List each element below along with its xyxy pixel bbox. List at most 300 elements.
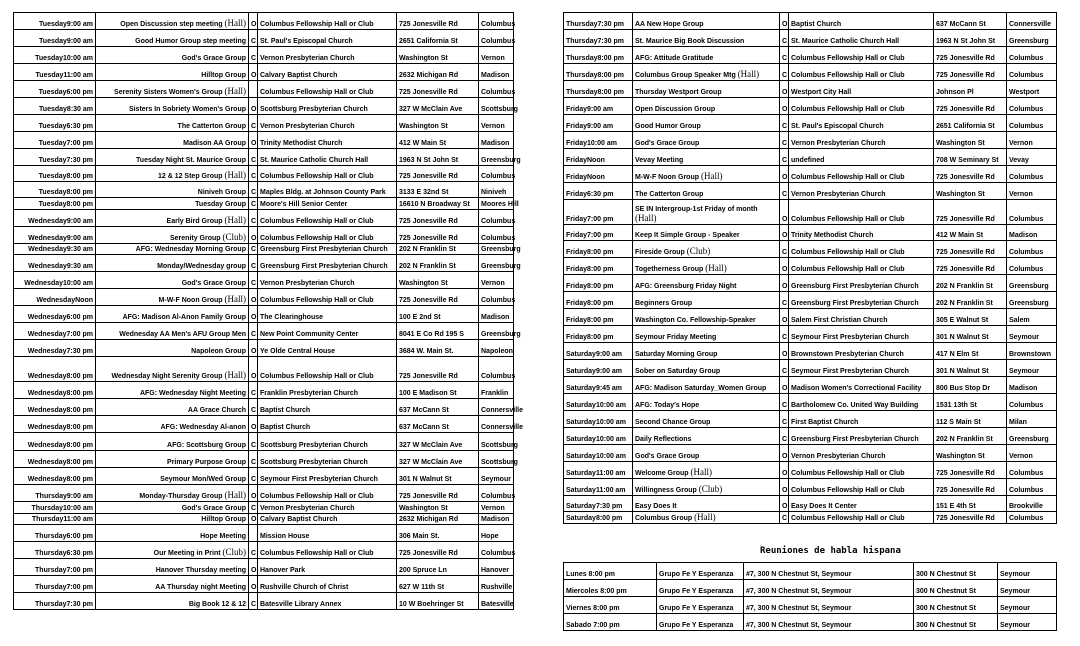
table-row <box>564 360 1057 377</box>
day-time-cell: Wednesday9:30 am <box>14 255 96 272</box>
location-cell: Baptist Church <box>258 416 397 433</box>
open-closed-cell: C <box>780 132 789 149</box>
day-time-cell: Wednesday8:00 pm <box>14 382 96 399</box>
day-time-cell: Tuesday8:00 pm <box>14 198 96 210</box>
city-cell: Columbus <box>1007 166 1057 183</box>
group-name-cell: AFG: Scottsburg Group <box>96 433 249 451</box>
open-closed-cell: C <box>249 593 258 610</box>
group-name-cell: Niniveh Group <box>96 182 249 198</box>
location-cell: Ye Olde Central House <box>258 340 397 357</box>
city-cell: Rushville <box>479 576 514 593</box>
group-name-cell: The Catterton Group <box>96 115 249 132</box>
table-row <box>14 451 514 468</box>
table-row <box>564 597 1057 614</box>
address-cell: 327 W McClain Ave <box>397 98 479 115</box>
day-time-cell: Thursday7:30 pm <box>14 593 96 610</box>
lugar-cell: #7, 300 N Chestnut St, Seymour <box>744 614 914 631</box>
group-name-cell: God's Grace Group <box>96 272 249 289</box>
table-row <box>564 292 1057 309</box>
table-row <box>14 182 514 198</box>
address-cell: 725 Jonesville Rd <box>397 289 479 306</box>
city-cell: Columbus <box>1007 200 1057 225</box>
table-row <box>14 416 514 433</box>
lugar-cell: #7, 300 N Chestnut St, Seymour <box>744 597 914 614</box>
address-cell: 3133 E 32nd St <box>397 182 479 198</box>
day-time-cell: Tuesday6:00 pm <box>14 81 96 98</box>
address-cell: 8041 E Co Rd 195 S <box>397 323 479 340</box>
city-cell: Greensburg <box>1007 428 1057 445</box>
group-name-cell: Togetherness Group (Hall) <box>633 258 780 275</box>
location-cell: undefined <box>789 149 934 166</box>
group-name-cell: AFG: Today's Hope <box>633 394 780 411</box>
day-time-cell: Friday8:00 pm <box>564 258 633 275</box>
city-cell: Columbus <box>1007 479 1057 496</box>
day-time-cell: Saturday7:30 pm <box>564 496 633 512</box>
address-cell: 725 Jonesville Rd <box>397 357 479 382</box>
group-name-cell: Sisters In Sobriety Women's Group <box>96 98 249 115</box>
open-closed-cell: O <box>780 479 789 496</box>
group-name-cell: AFG: Madison Saturday_Women Group <box>633 377 780 394</box>
location-cell: Baptist Church <box>258 399 397 416</box>
day-time-cell: Friday7:00 pm <box>564 200 633 225</box>
city-cell: Scottsburg <box>479 451 514 468</box>
group-name-cell: Madison AA Group <box>96 132 249 149</box>
location-cell: Westport City Hall <box>789 81 934 98</box>
location-cell: Hanover Park <box>258 559 397 576</box>
address-cell: 16610 N Broadway St <box>397 198 479 210</box>
day-time-cell: Saturday10:00 am <box>564 394 633 411</box>
location-cell: Vernon Presbyterian Church <box>258 47 397 64</box>
table-row <box>564 47 1057 64</box>
group-name-cell: Vevay Meeting <box>633 149 780 166</box>
ciudad-cell: Seymour <box>998 563 1057 580</box>
address-cell: Washington St <box>934 132 1007 149</box>
group-name-cell: Thursday Westport Group <box>633 81 780 98</box>
left-meeting-table <box>13 12 524 610</box>
location-cell: Seymour First Presbyterian Church <box>789 360 934 377</box>
city-cell: Connersville <box>479 399 514 416</box>
city-cell: Greensburg <box>479 149 514 166</box>
location-cell: Columbus Fellowship Hall or Club <box>258 13 397 30</box>
location-cell: Greensburg First Presbyterian Church <box>258 255 397 272</box>
address-cell: 725 Jonesville Rd <box>397 210 479 227</box>
day-time-cell: Thursday9:00 am <box>14 485 96 502</box>
address-cell: 412 W Main St <box>934 225 1007 241</box>
location-cell: Scottsburg Presbyterian Church <box>258 98 397 115</box>
table-row <box>14 514 514 525</box>
city-cell: Columbus <box>1007 512 1057 524</box>
day-time-cell: Friday7:00 pm <box>564 225 633 241</box>
dia-hora-cell: Sabado 7:00 pm <box>564 614 657 631</box>
open-closed-cell: O <box>780 343 789 360</box>
day-time-cell: Wednesday8:00 pm <box>14 433 96 451</box>
address-cell: 202 N Franklin St <box>934 428 1007 445</box>
location-cell: Columbus Fellowship Hall or Club <box>789 512 934 524</box>
open-closed-cell: O <box>249 306 258 323</box>
open-closed-cell: O <box>249 340 258 357</box>
address-cell: Johnson Pl <box>934 81 1007 98</box>
day-time-cell: Saturday10:00 am <box>564 428 633 445</box>
address-cell: 725 Jonesville Rd <box>397 13 479 30</box>
table-row <box>564 326 1057 343</box>
city-cell: Greensburg <box>479 255 514 272</box>
day-time-cell: Saturday10:00 am <box>564 445 633 462</box>
city-cell: Vernon <box>1007 445 1057 462</box>
group-name-cell: AA Grace Church <box>96 399 249 416</box>
table-row <box>564 81 1057 98</box>
day-time-cell: Friday9:00 am <box>564 115 633 132</box>
location-cell: Mission House <box>258 525 397 542</box>
table-row <box>14 559 514 576</box>
address-cell: 725 Jonesville Rd <box>934 258 1007 275</box>
day-time-cell: Tuesday8:00 pm <box>14 166 96 182</box>
group-name-cell: God's Grace Group <box>96 502 249 514</box>
location-cell: Columbus Fellowship Hall or Club <box>258 289 397 306</box>
address-cell: 301 N Walnut St <box>934 360 1007 377</box>
open-closed-cell: C <box>249 542 258 559</box>
table-row <box>564 241 1057 258</box>
table-row <box>564 258 1057 275</box>
group-name-cell: AFG: Wednesday Al-anon <box>96 416 249 433</box>
address-cell: Washington St <box>397 272 479 289</box>
group-name-cell: Fireside Group (Club) <box>633 241 780 258</box>
open-closed-cell: O <box>780 445 789 462</box>
day-time-cell: Wednesday9:00 am <box>14 227 96 244</box>
address-cell: 725 Jonesville Rd <box>397 542 479 559</box>
open-closed-cell: O <box>780 258 789 275</box>
open-closed-cell: C <box>780 115 789 132</box>
open-closed-cell: O <box>780 98 789 115</box>
group-name-cell: The Catterton Group <box>633 183 780 200</box>
day-time-cell: Tuesday7:00 pm <box>14 132 96 149</box>
table-row <box>564 343 1057 360</box>
open-closed-cell: C <box>249 30 258 47</box>
group-name-cell: Sober on Saturday Group <box>633 360 780 377</box>
city-cell: Columbus <box>1007 47 1057 64</box>
city-cell: Vernon <box>1007 183 1057 200</box>
group-name-cell: Columbus Group Speaker Mtg (Hall) <box>633 64 780 81</box>
open-closed-cell: O <box>780 462 789 479</box>
city-cell: Madison <box>479 306 514 323</box>
table-row <box>14 272 514 289</box>
group-name-cell: Monday-Thursday Group (Hall) <box>96 485 249 502</box>
open-closed-cell: C <box>249 149 258 166</box>
table-row <box>14 525 514 542</box>
open-closed-cell: C <box>780 360 789 377</box>
table-row <box>14 210 514 227</box>
location-cell: Vernon Presbyterian Church <box>789 183 934 200</box>
address-cell: 637 McCann St <box>397 416 479 433</box>
table-row <box>564 428 1057 445</box>
group-name-cell: Wednesday Night Serenity Group (Hall) <box>96 357 249 382</box>
location-cell: Baptist Church <box>789 13 934 30</box>
city-cell: Columbus <box>479 485 514 502</box>
group-name-cell: Monday/Wednesday group <box>96 255 249 272</box>
address-cell: 151 E 4th St <box>934 496 1007 512</box>
table-row <box>14 502 514 514</box>
open-closed-cell: C <box>249 433 258 451</box>
location-cell: Columbus Fellowship Hall or Club <box>258 81 397 98</box>
open-closed-cell: C <box>780 183 789 200</box>
group-name-cell: Seymour Mon/Wed Group <box>96 468 249 485</box>
address-cell: 637 McCann St <box>934 13 1007 30</box>
address-cell: Washington St <box>397 47 479 64</box>
group-name-cell: Hilltop Group <box>96 64 249 81</box>
day-time-cell: Wednesday8:00 pm <box>14 416 96 433</box>
group-name-cell: Open Discussion step meeting (Hall) <box>96 13 249 30</box>
city-cell: Batesville <box>479 593 514 610</box>
table-row <box>14 357 514 382</box>
open-closed-cell: C <box>780 394 789 411</box>
address-cell: 202 N Franklin St <box>397 244 479 255</box>
day-time-cell: Thursday7:30 pm <box>564 30 633 47</box>
location-cell: Columbus Fellowship Hall or Club <box>789 241 934 258</box>
day-time-cell: Tuesday8:30 am <box>14 98 96 115</box>
table-row <box>564 512 1057 524</box>
address-cell: 202 N Franklin St <box>934 275 1007 292</box>
location-cell: Columbus Fellowship Hall or Club <box>789 64 934 81</box>
open-closed-cell: O <box>780 225 789 241</box>
direccion-cell: 300 N Chestnut St <box>914 597 998 614</box>
table-row <box>564 115 1057 132</box>
location-cell: Columbus Fellowship Hall or Club <box>258 166 397 182</box>
address-cell: 1531 13th St <box>934 394 1007 411</box>
table-row <box>14 340 514 357</box>
location-cell: Vernon Presbyterian Church <box>789 445 934 462</box>
open-closed-cell: C <box>249 210 258 227</box>
address-cell: 200 Spruce Ln <box>397 559 479 576</box>
day-time-cell: Thursday6:00 pm <box>14 525 96 542</box>
table-row <box>14 306 514 323</box>
city-cell: Columbus <box>1007 241 1057 258</box>
location-cell: Calvary Baptist Church <box>258 64 397 81</box>
location-cell: St. Paul's Episcopal Church <box>789 115 934 132</box>
group-name-cell: AFG: Madison Al-Anon Family Group <box>96 306 249 323</box>
city-cell: Madison <box>1007 225 1057 241</box>
lugar-cell: #7, 300 N Chestnut St, Seymour <box>744 563 914 580</box>
table-row <box>14 576 514 593</box>
open-closed-cell: C <box>249 244 258 255</box>
table-row <box>14 64 514 81</box>
location-cell: Columbus Fellowship Hall or Club <box>789 166 934 183</box>
open-closed-cell: C <box>249 47 258 64</box>
day-time-cell: Tuesday7:30 pm <box>14 149 96 166</box>
address-cell: 327 W McClain Ave <box>397 451 479 468</box>
open-closed-cell: C <box>780 428 789 445</box>
table-row <box>14 485 514 502</box>
location-cell: St. Paul's Episcopal Church <box>258 30 397 47</box>
city-cell: Vernon <box>479 272 514 289</box>
city-cell: Seymour <box>1007 360 1057 377</box>
day-time-cell: Wednesday9:30 am <box>14 244 96 255</box>
address-cell: 305 E Walnut St <box>934 309 1007 326</box>
location-cell: Columbus Fellowship Hall or Club <box>789 98 934 115</box>
city-cell: Columbus <box>479 30 514 47</box>
location-cell: Easy Does It Center <box>789 496 934 512</box>
group-name-cell: St. Maurice Big Book Discussion <box>633 30 780 47</box>
group-name-cell: Our Meeting in Print (Club) <box>96 542 249 559</box>
table-row <box>564 309 1057 326</box>
day-time-cell: Friday8:00 pm <box>564 309 633 326</box>
city-cell: Greensburg <box>479 244 514 255</box>
location-cell: Trinity Methodist Church <box>789 225 934 241</box>
open-closed-cell: C <box>249 272 258 289</box>
city-cell: Madison <box>1007 377 1057 394</box>
day-time-cell: Friday8:00 pm <box>564 241 633 258</box>
table-row <box>14 255 514 272</box>
ciudad-cell: Seymour <box>998 614 1057 631</box>
city-cell: Columbus <box>479 166 514 182</box>
day-time-cell: Wednesday8:00 pm <box>14 451 96 468</box>
open-closed-cell: O <box>780 496 789 512</box>
group-name-cell: Daily Reflections <box>633 428 780 445</box>
open-closed-cell: C <box>249 198 258 210</box>
table-row <box>14 81 514 98</box>
location-cell: Columbus Fellowship Hall or Club <box>258 227 397 244</box>
group-name-cell: Saturday Morning Group <box>633 343 780 360</box>
city-cell: Columbus <box>479 289 514 306</box>
open-closed-cell: O <box>249 132 258 149</box>
group-name-cell: Early Bird Group (Hall) <box>96 210 249 227</box>
dia-hora-cell: Viernes 8:00 pm <box>564 597 657 614</box>
location-cell: Seymour First Presbyterian Church <box>789 326 934 343</box>
group-name-cell: Big Book 12 & 12 <box>96 593 249 610</box>
location-cell: Columbus Fellowship Hall or Club <box>789 258 934 275</box>
address-cell: 417 N Elm St <box>934 343 1007 360</box>
location-cell: Columbus Fellowship Hall or Club <box>258 210 397 227</box>
table-row <box>14 289 514 306</box>
city-cell: Brownstown <box>1007 343 1057 360</box>
group-name-cell: Seymour Friday Meeting <box>633 326 780 343</box>
location-cell: Brownstown Presbyterian Church <box>789 343 934 360</box>
city-cell: Brookville <box>1007 496 1057 512</box>
table-row <box>564 30 1057 47</box>
location-cell: St. Maurice Catholic Church Hall <box>258 149 397 166</box>
city-cell: Niniveh <box>479 182 514 198</box>
group-name-cell: Good Humor Group step meeting <box>96 30 249 47</box>
city-cell: Columbus <box>479 13 514 30</box>
open-closed-cell: C <box>780 30 789 47</box>
address-cell: 100 E Madison St <box>397 382 479 399</box>
location-cell: Seymour First Presbyterian Church <box>258 468 397 485</box>
address-cell: 800 Bus Stop Dr <box>934 377 1007 394</box>
group-name-cell: Hope Meeting <box>96 525 249 542</box>
address-cell: 725 Jonesville Rd <box>397 81 479 98</box>
address-cell: 725 Jonesville Rd <box>934 241 1007 258</box>
grupo-cell: Grupo Fe Y Esperanza <box>657 614 744 631</box>
day-time-cell: Thursday10:00 am <box>14 502 96 514</box>
table-row <box>564 394 1057 411</box>
city-cell: Salem <box>1007 309 1057 326</box>
open-closed-cell: O <box>249 98 258 115</box>
address-cell: 2651 California St <box>397 30 479 47</box>
location-cell: Scottsburg Presbyterian Church <box>258 451 397 468</box>
location-cell: Batesville Library Annex <box>258 593 397 610</box>
group-name-cell: Easy Does It <box>633 496 780 512</box>
group-name-cell: AA Thursday night Meeting <box>96 576 249 593</box>
table-row <box>564 225 1057 241</box>
address-cell: 725 Jonesville Rd <box>934 47 1007 64</box>
right-meeting-table <box>563 12 1057 524</box>
table-row <box>564 64 1057 81</box>
location-cell: Greensburg First Presbyterian Church <box>789 275 934 292</box>
city-cell: Columbus <box>1007 115 1057 132</box>
day-time-cell: Saturday10:00 am <box>564 411 633 428</box>
day-time-cell: Tuesday8:00 pm <box>14 182 96 198</box>
table-row <box>564 13 1057 30</box>
day-time-cell: Saturday9:00 am <box>564 360 633 377</box>
city-cell: Vernon <box>479 115 514 132</box>
location-cell: Vernon Presbyterian Church <box>258 502 397 514</box>
table-row <box>14 166 514 182</box>
location-cell: Columbus Fellowship Hall or Club <box>789 47 934 64</box>
table-row <box>564 183 1057 200</box>
group-name-cell: AFG: Wednesday Morning Group <box>96 244 249 255</box>
day-time-cell: Wednesday7:30 pm <box>14 340 96 357</box>
table-row <box>564 377 1057 394</box>
table-row <box>14 132 514 149</box>
day-time-cell: FridayNoon <box>564 149 633 166</box>
table-row <box>14 149 514 166</box>
open-closed-cell: O <box>780 13 789 30</box>
address-cell: 1963 N St John St <box>934 30 1007 47</box>
city-cell: Scottsburg <box>479 98 514 115</box>
open-closed-cell: O <box>249 357 258 382</box>
city-cell: Columbus <box>479 227 514 244</box>
address-cell: 202 N Franklin St <box>934 292 1007 309</box>
address-cell: 412 W Main St <box>397 132 479 149</box>
open-closed-cell: C <box>780 47 789 64</box>
city-cell: Connersville <box>1007 13 1057 30</box>
table-row <box>14 382 514 399</box>
open-closed-cell: O <box>249 227 258 244</box>
day-time-cell: Thursday11:00 am <box>14 514 96 525</box>
day-time-cell: Friday8:00 pm <box>564 292 633 309</box>
city-cell: Vernon <box>479 47 514 64</box>
table-row <box>14 47 514 64</box>
address-cell: 2632 Michigan Rd <box>397 64 479 81</box>
day-time-cell: FridayNoon <box>564 166 633 183</box>
city-cell: Columbus <box>1007 394 1057 411</box>
group-name-cell: God's Grace Group <box>96 47 249 64</box>
table-row <box>564 200 1057 225</box>
location-cell: Scottsburg Presbyterian Church <box>258 433 397 451</box>
day-time-cell: Tuesday9:00 am <box>14 13 96 30</box>
city-cell: Madison <box>479 514 514 525</box>
city-cell: Columbus <box>1007 462 1057 479</box>
address-cell: 725 Jonesville Rd <box>934 166 1007 183</box>
table-row <box>564 275 1057 292</box>
open-closed-cell: O <box>780 200 789 225</box>
city-cell: Connersville <box>479 416 514 433</box>
open-closed-cell: O <box>780 275 789 292</box>
group-name-cell: Hanover Thursday meeting <box>96 559 249 576</box>
location-cell: The Clearinghouse <box>258 306 397 323</box>
day-time-cell: Thursday7:30 pm <box>564 13 633 30</box>
group-name-cell: Columbus Group (Hall) <box>633 512 780 524</box>
grupo-cell: Grupo Fe Y Esperanza <box>657 580 744 597</box>
day-time-cell: Friday10:00 am <box>564 132 633 149</box>
open-closed-cell: C <box>780 292 789 309</box>
direccion-cell: 300 N Chestnut St <box>914 563 998 580</box>
day-time-cell: Wednesday9:00 am <box>14 210 96 227</box>
table-row <box>564 98 1057 115</box>
day-time-cell: Saturday8:00 pm <box>564 512 633 524</box>
day-time-cell: Saturday9:00 am <box>564 343 633 360</box>
day-time-cell: Friday6:30 pm <box>564 183 633 200</box>
address-cell: 202 N Franklin St <box>397 255 479 272</box>
table-row <box>14 468 514 485</box>
